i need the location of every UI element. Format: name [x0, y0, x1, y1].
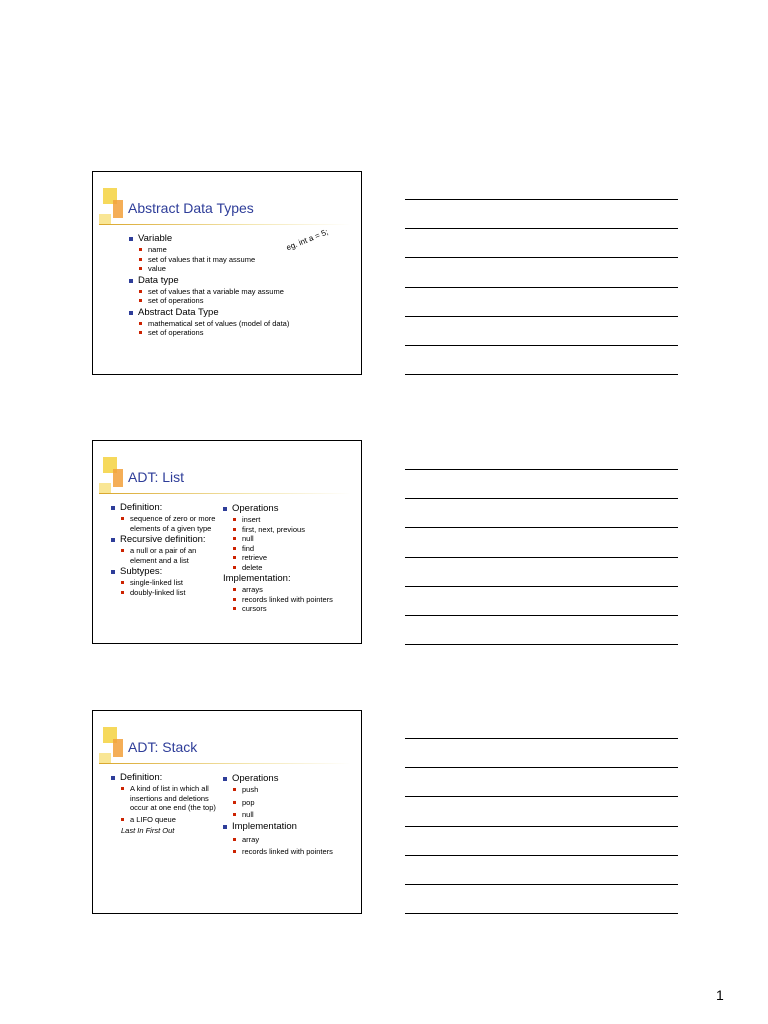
bullet: Operations [223, 503, 361, 515]
sub-bullet: array [233, 835, 361, 845]
bullet: Abstract Data Type [129, 307, 349, 319]
slide-title: Abstract Data Types [128, 200, 254, 216]
sub-bullet: delete [233, 563, 361, 573]
sub-bullet: null [233, 534, 361, 544]
note-line [405, 345, 678, 346]
slide-content-right [223, 772, 361, 857]
note-line [405, 257, 678, 258]
sub-bullet: null [233, 810, 361, 820]
note-line [405, 826, 678, 827]
note-line [405, 796, 678, 797]
slide-content-left [111, 771, 221, 836]
sub-bullet: set of values that a variable may assume [139, 287, 349, 297]
note-line [405, 913, 678, 914]
sub-bullet: sequence of zero or more elements of a given type [121, 514, 219, 533]
note-line [405, 287, 678, 288]
bullet: Definition: [111, 772, 221, 784]
slide-decoration [99, 188, 127, 228]
note-line [405, 615, 678, 616]
note-line [405, 228, 678, 229]
slide-content-left [111, 501, 219, 597]
slide-decoration [99, 457, 127, 497]
section-label: Implementation: [223, 573, 291, 584]
sub-bullet: insert [233, 515, 361, 525]
sub-bullet: pop [233, 798, 361, 808]
slide-abstract-data-types [92, 171, 362, 375]
note-line [405, 498, 678, 499]
title-rule [99, 224, 351, 225]
sub-bullet: value [139, 264, 349, 274]
note-line [405, 767, 678, 768]
handwritten-annotation: eg. int a = 5; [285, 227, 330, 253]
sub-bullet: set of operations [139, 296, 349, 306]
sub-bullet: records linked with pointers [233, 595, 361, 605]
sub-bullet: a LIFO queue [121, 815, 221, 825]
slide-adt-stack [92, 710, 362, 914]
sub-bullet: single-linked list [121, 578, 219, 588]
sub-bullet: A kind of list in which all insertions and deletions occur at one end (the top) [121, 784, 221, 813]
page-number: 1 [716, 987, 724, 1003]
note-line [405, 527, 678, 528]
slide-title: ADT: List [128, 469, 185, 485]
bullet: Subtypes: [111, 566, 219, 578]
note-line [405, 884, 678, 885]
bullet: Variable [129, 233, 349, 245]
sub-bullet: records linked with pointers [233, 847, 361, 857]
note-line [405, 199, 678, 200]
note-line [405, 557, 678, 558]
slide-content-right [223, 502, 361, 614]
note-line [405, 855, 678, 856]
sub-bullet: set of operations [139, 328, 349, 338]
bullet: Implementation [223, 821, 361, 833]
note-line [405, 316, 678, 317]
bullet: Definition: [111, 502, 219, 514]
slide-decoration [99, 727, 127, 767]
slide-content [129, 232, 349, 338]
sub-bullet: doubly-linked list [121, 588, 219, 598]
sub-bullet: arrays [233, 585, 361, 595]
sub-bullet: cursors [233, 604, 361, 614]
bullet: Operations [223, 773, 361, 785]
sub-bullet: find [233, 544, 361, 554]
title-rule [99, 763, 351, 764]
sub-bullet: push [233, 785, 361, 795]
title-rule [99, 493, 351, 494]
sub-bullet: set of values that it may assume [139, 255, 349, 265]
bullet: Data type [129, 275, 349, 287]
note-line [405, 374, 678, 375]
sub-bullet: a null or a pair of an element and a list [121, 546, 219, 565]
sub-bullet: retrieve [233, 553, 361, 563]
note-line [405, 469, 678, 470]
slide-adt-list [92, 440, 362, 644]
sub-bullet: name [139, 245, 349, 255]
sub-bullet: mathematical set of values (model of data) [139, 319, 349, 329]
slide-title: ADT: Stack [128, 739, 198, 755]
bullet: Recursive definition: [111, 534, 219, 546]
note-line [405, 586, 678, 587]
note-line [405, 738, 678, 739]
sub-bullet: first, next, previous [233, 525, 361, 535]
lifo-note: Last In First Out [121, 826, 175, 835]
note-line [405, 644, 678, 645]
